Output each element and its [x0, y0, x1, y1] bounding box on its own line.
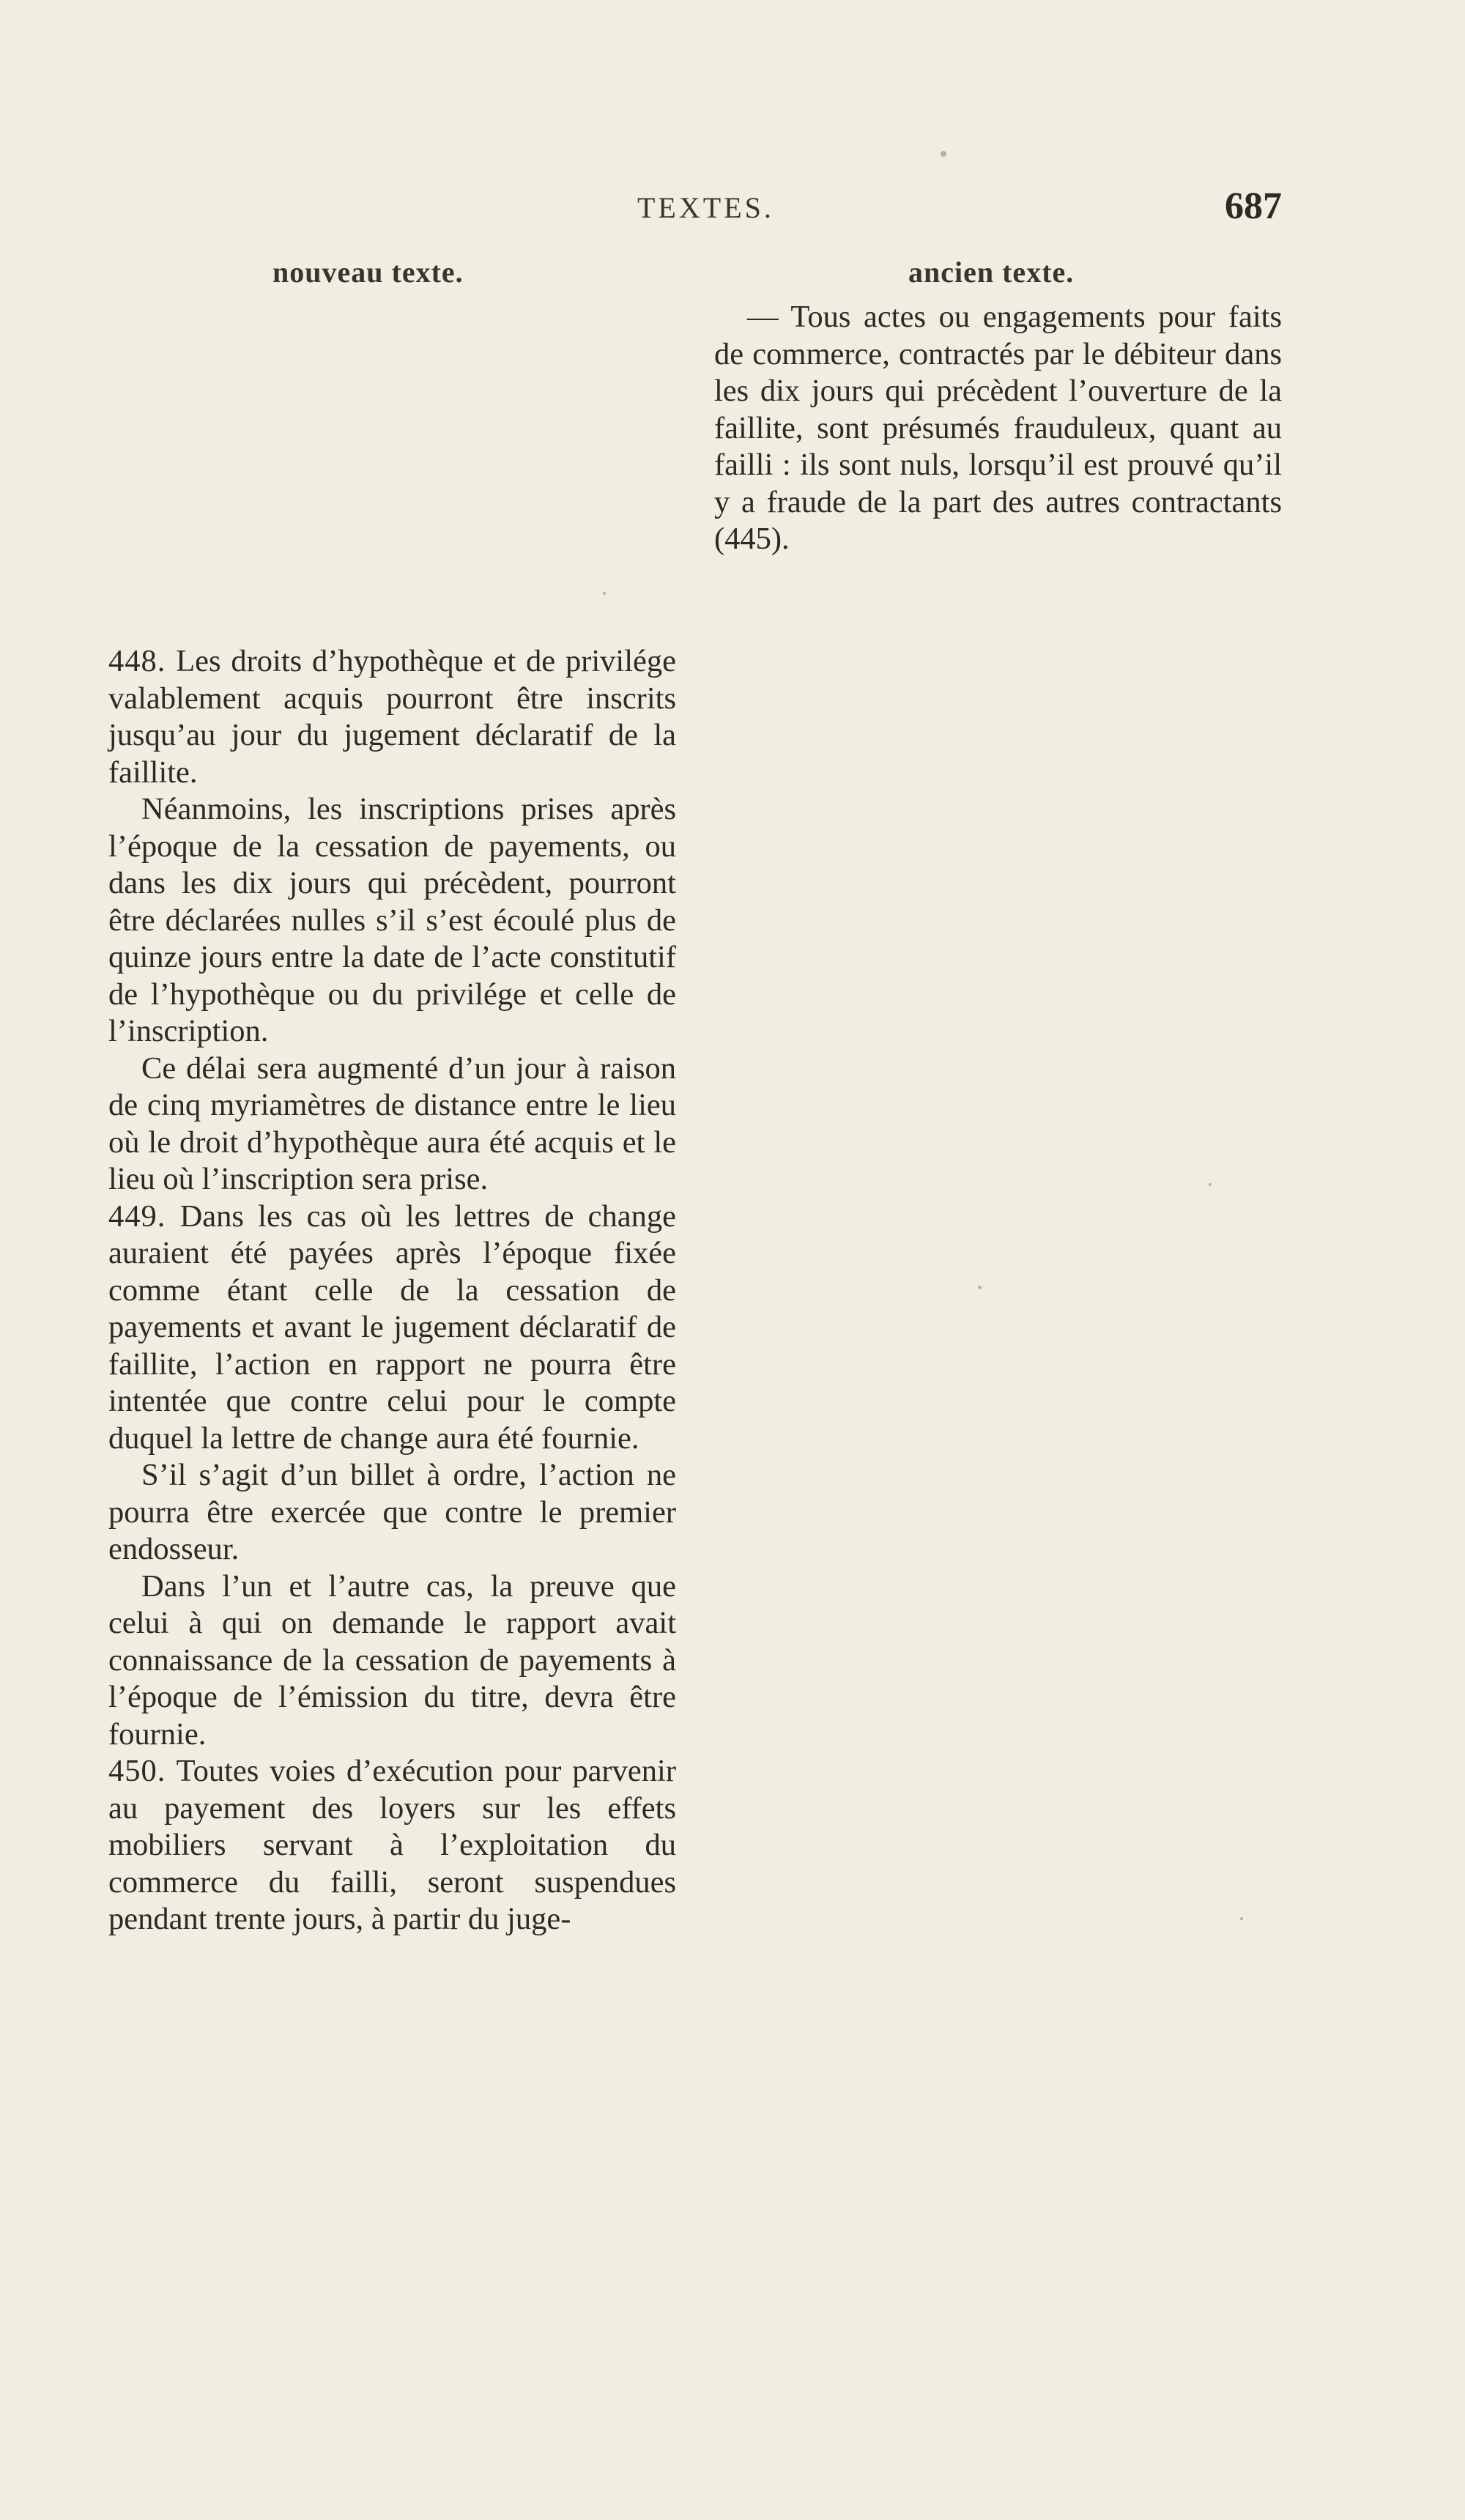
page-number: 687 [1225, 185, 1282, 227]
article-450-first-paragraph [108, 1753, 676, 1938]
article-449-paragraph: S’il s’agit d’un billet à ordre, l’action ne pourra être exercée que contre le premier endosseur. [108, 1458, 676, 1566]
column-heading-ancien-texte: ancien texte. [908, 256, 1075, 289]
article-448-first-paragraph [108, 643, 676, 791]
paper-speck [1209, 1183, 1212, 1186]
running-header [0, 185, 1465, 229]
paper-speck [941, 151, 946, 157]
article-448-number: 448. [108, 644, 166, 678]
column-heading-nouveau-texte: nouveau texte. [272, 256, 464, 289]
article-448-text: Les droits d’hypothèque et de privilége valablement acquis pourront être inscrits jusqu’au jour du jugement déclaratif de la faillite. [108, 644, 677, 790]
article-448-paragraph: Néanmoins, les inscriptions prises après l’époque de la cessation de payements, ou dans les dix jours qui précèdent, pourront être déclarées nulles s’il s’est écoulé plus de quinze jours entre la date de l’acte constitutif de l’hypothèque ou du privilége et celle de l’inscription. [108, 792, 676, 1048]
nouveau-texte-column [108, 643, 676, 1938]
article-450-number: 450. [108, 1754, 166, 1788]
article-449-number: 449. [108, 1198, 166, 1234]
article-449-paragraph: Dans l’un et l’autre cas, la preuve que celui à qui on demande le rapport avait connaissance de la cessation de payements à l’époque de l’émission du titre, devra être fournie. [108, 1568, 676, 1752]
article-448-paragraph: Ce délai sera augmenté d’un jour à raison de cinq myriamètres de distance entre le lieu où le droit d’hypothèque aura été acquis et le lieu où l’inscription sera prise. [108, 1050, 676, 1196]
paper-speck [978, 1286, 982, 1289]
paper-speck [1240, 1917, 1243, 1920]
ancien-texte-column [714, 299, 1282, 558]
ancien-texte-paragraph: — Tous actes ou engagements pour faits de commerce, contractés par le débiteur dans les dix jours qui précèdent l’ouverture de la faillite, sont présumés frauduleux, quant au failli : ils sont nuls, lorsqu’il est prouvé qu’il y a fraude de la part des autres contractants (445). [714, 300, 1282, 556]
article-449-text: Dans les cas où les lettres de change auraient été payées après l’époque fixée comme étant celle de la cessation de payements et avant le jugement déclaratif de faillite, l’action en rapport ne pourra être intentée que contre celui pour le compte duquel la lettre de change aura été fournie. [108, 1198, 676, 1456]
running-title: TEXTES. [637, 191, 774, 224]
paper-speck [603, 592, 606, 595]
article-449-first-paragraph [108, 1198, 676, 1458]
article-450-text: Toutes voies d’exécution pour parvenir au payement des loyers sur les effets mobiliers servant à l’exploitation du commerce du failli, seront suspendues pendant trente jours, à partir du juge- [108, 1754, 676, 1936]
